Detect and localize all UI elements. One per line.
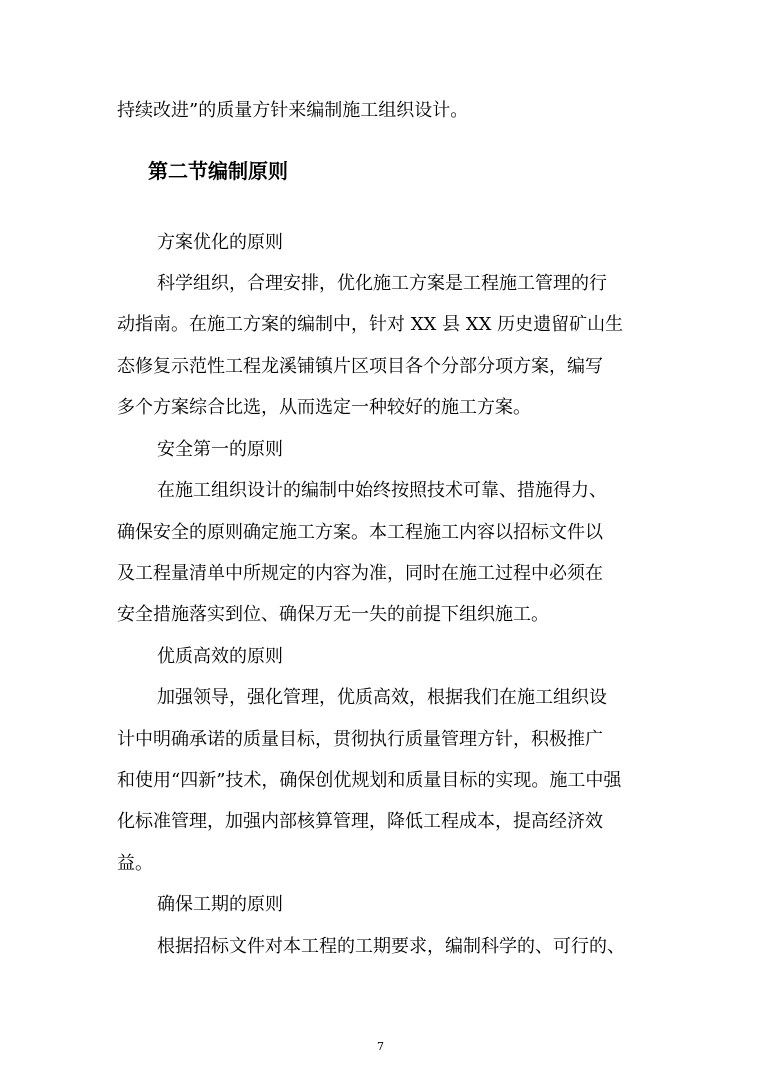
paragraph-line: 安全措施落实到位、确保万无一失的前提下组织施工。 [117,604,549,625]
section-heading: 第二节编制原则 [148,159,288,183]
page-number: 7 [377,1040,384,1053]
paragraph-line: 益。 [117,853,153,874]
paragraph-line: 在施工组织设计的编制中始终按照技术可靠、措施得力、 [157,480,607,501]
paragraph-line: 计中明确承诺的质量目标，贯彻执行质量管理方针，积极推广 [117,729,603,750]
paragraph-line: 科学组织，合理安排，优化施工方案是工程施工管理的行 [157,273,607,294]
paragraph-line: 态修复示范性工程龙溪铺镇片区项目各个分部分项方案，编写 [117,356,603,377]
subheading-safety-first: 安全第一的原则 [157,439,283,460]
paragraph-line: 根据招标文件对本工程的工期要求，编制科学的、可行的、 [157,936,625,957]
paragraph-line: 及工程量清单中所规定的内容为准，同时在施工过程中必须在 [117,563,603,584]
paragraph-line: 动指南。在施工方案的编制中，针对 XX 县 XX 历史遗留矿山生 [117,314,624,335]
subheading-scheme-optimization: 方案优化的原则 [157,232,283,253]
paragraph-line: 加强领导，强化管理，优质高效，根据我们在施工组织设 [157,687,607,708]
subheading-quality-efficiency: 优质高效的原则 [157,646,283,667]
paragraph-line: 确保安全的原则确定施工方案。本工程施工内容以招标文件以 [117,522,603,543]
subheading-schedule: 确保工期的原则 [157,894,283,915]
paragraph-line: 和使用“四新”技术，确保创优规划和质量目标的实现。施工中强 [117,770,622,791]
paragraph-line: 多个方案综合比选，从而选定一种较好的施工方案。 [117,397,531,418]
paragraph-line: 化标准管理，加强内部核算管理，降低工程成本，提高经济效 [117,811,603,832]
text-line-continuation: 持续改进”的质量方针来编制施工组织设计。 [117,100,469,121]
